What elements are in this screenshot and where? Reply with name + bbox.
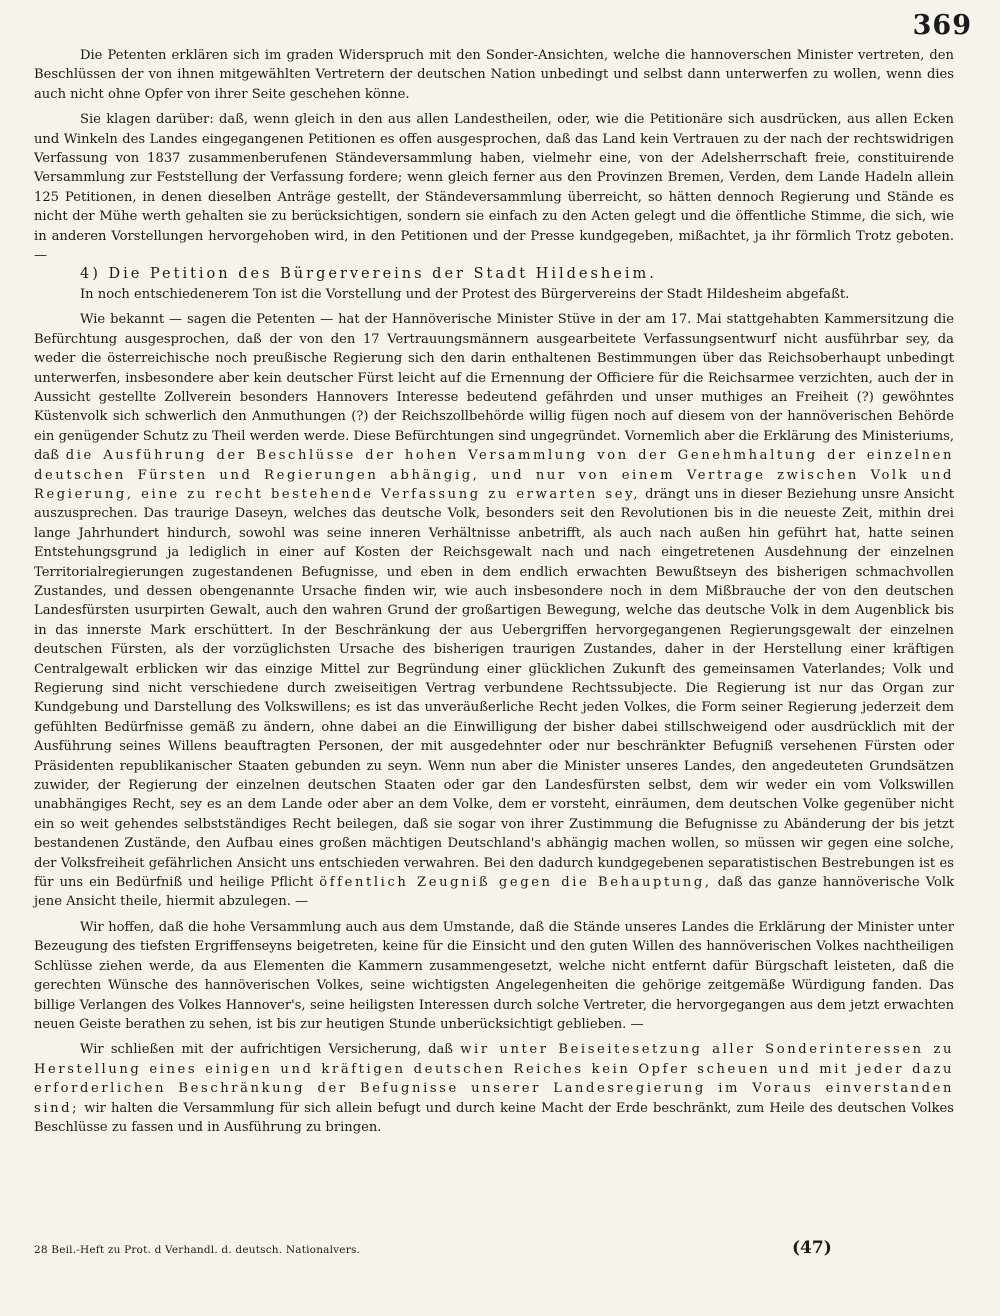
paragraph-text-part: Wir schließen mit der aufrichtigen Versicherung, daß — [80, 1042, 461, 1058]
paragraph-klagen: Sie klagen darüber: daß, wenn gleich in den aus allen Landestheilen, oder, wie die Petitionäre sich ausdrücken, aus allen Ecken und Winkeln des Landes eingegangenen Petitionen es offen ausgesprochen, daß das Land kein Vertrauen zu der nach der rechtswidrigen Verfassung von 1837 zusammenberufenen Ständeversammlung haben, vielmehr eine, von der Adelsherrschaft freie, constituirende Versammlung zur Feststellung der Verfassung fordere; wenn gleich ferner aus den Provinzen Bremen, Verden, dem Lande Hadeln allein 125 Petitionen, in denen dieselben Anträge gestellt, der Ständeversammlung überreicht, so hätten dennoch Regierung und Stände es nicht der Mühe werth gehalten sie zu berücksichtigen, sondern sie einfach zu den Acten gelegt und die öffentliche Stimme, die sich, wie in anderen Vorstellungen hervorgehoben wird, in den Petitionen und der Presse kundgegeben, mißachtet, ja ihr förmlich Trotz geboten. — — [34, 112, 954, 264]
paragraph-wir-hoffen: Wir hoffen, daß die hohe Versammlung auch aus dem Umstande, daß die Stände unseres Landes die Erklärung der Minister unter Bezeugung des tiefsten Ergriffenseyns beigetreten, keine für die Einsicht und den guten Willen des hannöverischen Volkes nachtheiligen Schlüsse ziehen werde, da aus Elementen die Kammern zusammengesetzt, welche nicht entfernt dafür Bürgschaft leisteten, daß die gerechten Wünsche des hannöverischen Volkes, seine wichtigsten Angelegenheiten die gehörige zeitgemäße Würdigung fanden. Das billige Verlangen des Volkes Hannover's, seine heiligsten Interessen durch solche Vertreter, die hervorgegangen aus dem jetzt erwachten neuen Geiste berathen zu sehen, ist bis zur heutigen Stunde unberücksichtigt geblieben. — — [34, 919, 954, 1032]
emphasized-quote: die Ausführung der Beschlüsse der hohen Versammlung von der Genehmhaltung der einzelnen deutschen Fürsten und Regierungen abhängig, und nur von einem Vertrage zwischen Volk und Regierung, eine zu recht bestehende Verfassung zu erwarten sey, — [34, 448, 955, 502]
paragraph-text-part: daß das ganze hannöverische Volk jene Ansicht theile, hiermit abzulegen. — — [34, 875, 955, 910]
paragraph-text-part: wir halten die Versammlung für sich allein befugt und durch keine Macht der Erde beschränkt, zum Heile des deutschen Volkes Beschlüsse zu fassen und in Ausführung zu bringen. — [34, 1100, 954, 1135]
footer-sheet-number: (47) — [792, 1238, 832, 1258]
emphasized-phrase: öffentlich Zeugniß gegen die Behauptung, — [319, 875, 712, 891]
paragraph-hildesheim-intro: In noch entschiedenerem Ton ist die Vorstellung und der Protest des Bürgervereins der Stadt Hildesheim abgefaßt. — [80, 286, 850, 302]
paragraph-wie-bekannt — [34, 310, 954, 912]
page-number: 369 — [912, 10, 972, 41]
paragraph-petenten-erklaeren: Die Petenten erklären sich im graden Widerspruch mit den Sonder-Ansichten, welche die hannoverschen Minister vertreten, den Beschlüssen der von ihnen mitgewählten Vertretern der deutschen Nation unbedingt und selbst dann unterwerfen zu wollen, wenn dies auch nicht ohne Opfer von ihrer Seite geschehen könne. — [34, 48, 954, 102]
paragraph-wir-schliessen — [34, 1040, 954, 1137]
footer-signature: 28 Beil.-Heft zu Prot. d Verhandl. d. deutsch. Nationalvers. — [34, 1244, 361, 1256]
page-body — [34, 46, 954, 1137]
emphasized-assurance: wir unter Beiseitesetzung aller Sonderinteressen zu Herstellung eines einigen und kräftigen deutschen Reiches kein Opfer scheuen und mit jeder dazu erforderlichen Beschränkung der Befugnisse unserer Landesregierung im Voraus einverstanden sind; — [34, 1042, 955, 1116]
paragraph-text-part: Wie bekannt — sagen die Petenten — hat der Hannöverische Minister Stüve in der am 17. Mai stattgehabten Kammersitzung die Befürchtung ausgesprochen, daß der von den 17 Vertrauungsmännern ausgearbeitete Verfassungsentwurf nicht ausführbar sey, da weder die österreichische noch preußische Regierung sich den darin enthaltenen Bestimmungen über das Reichsoberhaupt unbedingt unterwerfen, insbesondere aber kein deutscher Fürst leicht auf die Ernennung der Officiere für die Reichsarmee verzichten, auch der in Aussicht gestellte Zollverein besonders Hannovers Interesse bedeutend gefährden und unser muthiges an Freiheit (?) gewöhntes Küstenvolk sich schwerlich den Anmuthungen (?) der Reichszollbehörde willig fügen noch auf diesem von der hannöverischen Behörde ein genügender Schutz zu Theil werden werde. Diese Befürchtungen sind ungegründet. Vornemlich aber die Erklärung des Ministeriums, daß — [34, 312, 954, 464]
section-heading: 4) Die Petition des Bürgervereins der Stadt Hildesheim. — [80, 266, 657, 283]
paragraph-text-part: drängt uns in dieser Beziehung unsre Ansicht auszusprechen. Das traurige Daseyn, welches das deutsche Volk, besonders seit den Revolutionen bis in die neueste Zeit, mithin drei lange Jahrhundert hindurch, sowohl was seine inneren Verhältnisse anbetrifft, als auch nach außen hin geführt hat, hatte seinen Entstehungsgrund ja lediglich in einer auf Kosten der Reichsgewalt nach und nach eingetretenen Ausdehnung der einzelnen Territorialregierungen zugestandenen Befugnisse, und eben in dem endlich erwachten Bewußtseyn des bisherigen schmachvollen Zustandes, und dessen obengenannte Ursache finden wir, wie auch insbesondere noch in dem Mißbrauche der von den deutschen Landesfürsten usurpirten Gewalt, auch den wahren Grund der großartigen Bewegung, welche das deutsche Volk in dem Augenblick bis in das innerste Mark erschüttert. In der Beschränkung der aus Uebergriffen hervorgegangenen Regierungsgewalt der einzelnen deutschen Fürsten, als der vorzüglichsten Ursache des bisherigen traurigen Zustandes, daher in der Herstellung einer kräftigen Centralgewalt erblicken wir das einzige Mittel zur Begründung einer glücklichen Zukunft des gemeinsamen Vaterlandes; Volk und Regierung sind nicht verschiedene durch zweiseitigen Vertrag verbundene Rechtssubjecte. Die Regierung ist nur das Organ zur Kundgebung und Darstellung des Volkswillens; es ist das unveräußerliche Recht jeden Volkes, die Form seiner Regierung jederzeit dem gefühlten Bedürfnisse gemäß zu ändern, ohne dabei an die Einwilligung der bisher dabei stillschweigend oder ausdrücklich mit der Ausführung seines Willens beauftragten Personen, der mit ausgedehnter oder nur beschränkter Befugniß versehenen Fürsten oder Präsidenten republikanischer Staaten gebunden zu seyn. Wenn nun aber die Minister unseres Landes, den angedeuteten Grundsätzen zuwider, der Regierung der einzelnen deutschen Staaten oder gar den Landesfürsten selbst, dem wir weder ein vom Volkswillen unabhängiges Recht, sey es an dem Lande oder aber an dem Volke, dem er vorsteht, einräumen, dem deutschen Volke gegenüber nicht ein so weit gehendes selbstständiges Recht beilegen, daß sie sogar von ihrer Zustimmung die Befugnisse zu Abänderung der bis jetzt bestandenen Zustände, den Aufbau eines großen mächtigen Deutschland's abhängig machen wollen, so müssen wir gegen eine solche, der Volksfreiheit gefährlichen Ansicht uns entschieden verwahren. Bei den dadurch kundgegebenen separatistischen Bestrebungen ist es für uns ein Bedürfniß und heilige Pflicht — [34, 486, 954, 891]
